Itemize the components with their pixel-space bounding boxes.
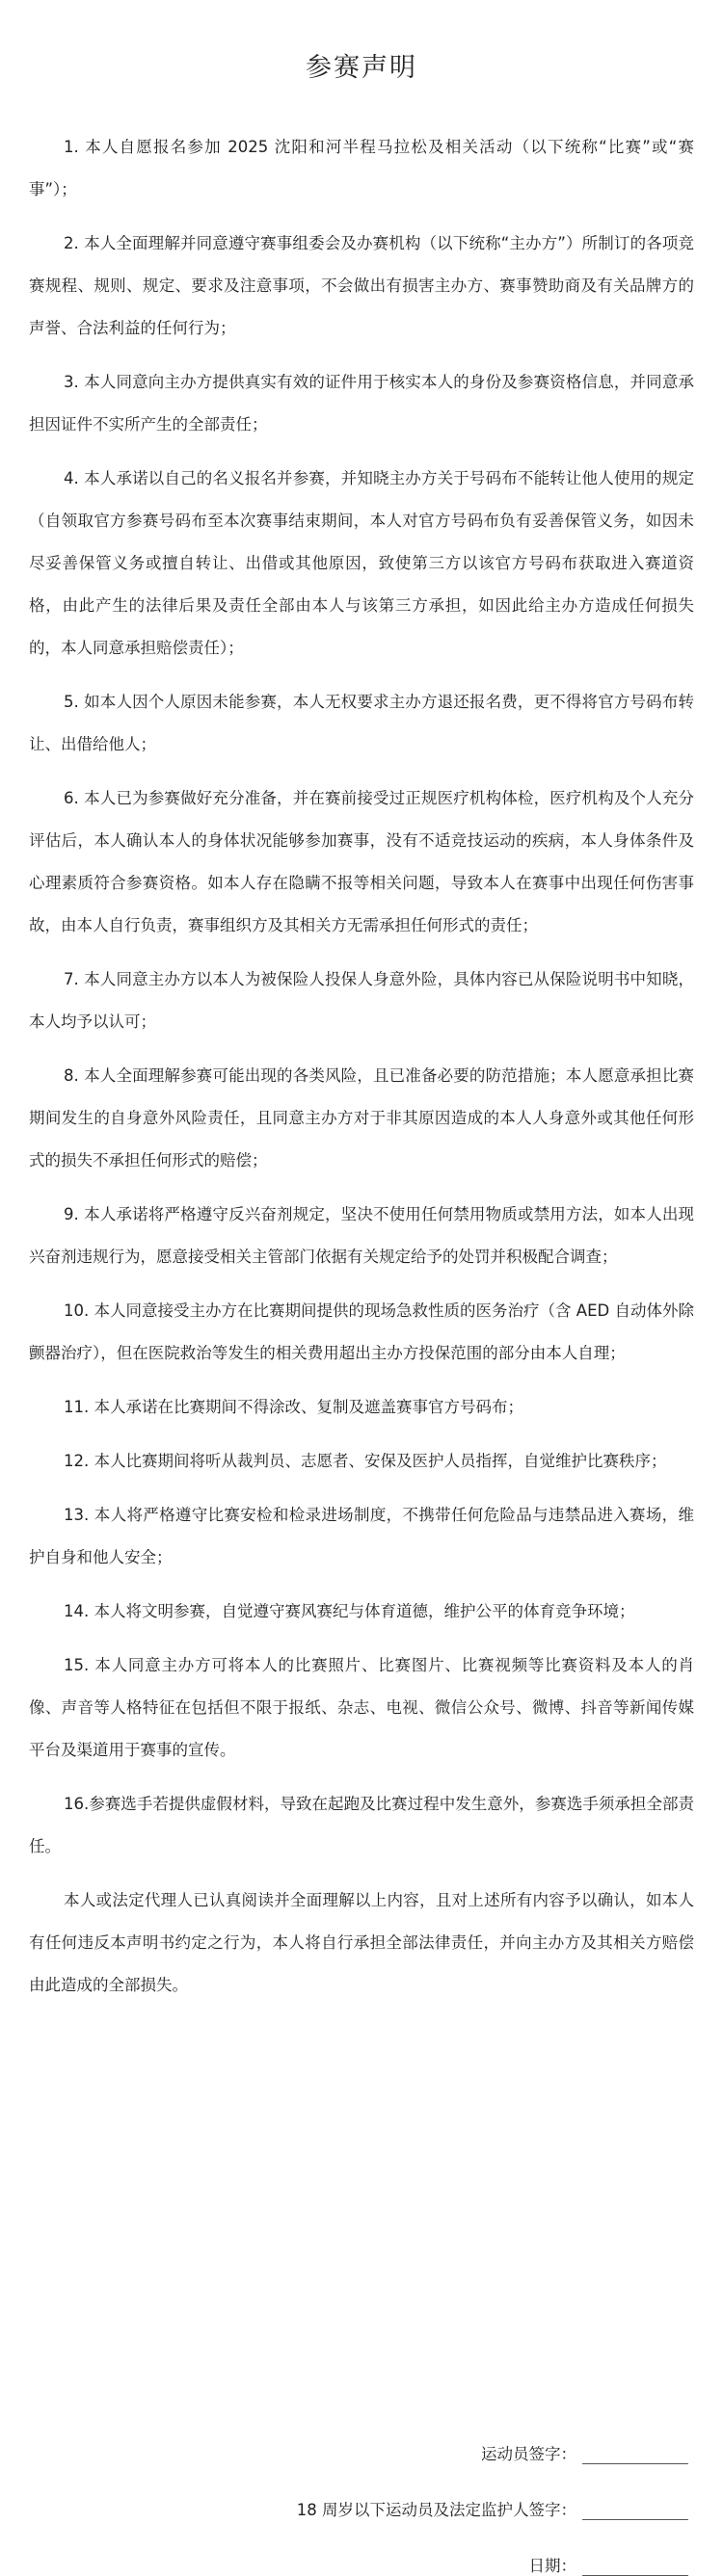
closing-statement: 本人或法定代理人已认真阅读并全面理解以上内容，且对上述所有内容予以确认，如本人有任何违反本声明书约定之行为，本人将自行承担全部法律责任，并向主办方及其相关方赔偿由此造成的全部损失。 (29, 1891, 694, 1994)
clause-10: 10. 本人同意接受主办方在比赛期间提供的现场急救性质的医务治疗（含 AED 自动体外除颤器治疗），但在医院救治等发生的相关费用超出主办方投保范围的部分由本人自理； (29, 1301, 694, 1362)
guardian-signature-row (0, 2464, 688, 2520)
date-field[interactable] (582, 2556, 688, 2576)
athlete-signature-row (0, 2408, 688, 2464)
clause-8: 8. 本人全面理解参赛可能出现的各类风险，且已准备必要的防范措施；本人愿意承担比赛期间发生的自身意外风险责任，且同意主办方对于非其原因造成的本人人身意外或其他任何形式的损失不承担任何形式的赔偿； (29, 1066, 694, 1170)
date-row (0, 2520, 688, 2576)
clause-4: 4. 本人承诺以自己的名义报名并参赛，并知晓主办方关于号码布不能转让他人使用的规定（自领取官方参赛号码布至本次赛事结束期间，本人对官方号码布负有妥善保管义务，如因未尽妥善保管义务或擅自转让、出借或其他原因，致使第三方以该官方号码布获取进入赛道资格，由此产生的法律后果及责任全部由本人与该第三方承担，如因此给主办方造成任何损失的，本人同意承担赔偿责任）； (29, 469, 694, 657)
clause-5: 5. 如本人因个人原因未能参赛，本人无权要求主办方退还报名费，更不得将官方号码布转让、出借给他人； (29, 693, 694, 753)
clause-7: 7. 本人同意主办方以本人为被保险人投保人身意外险，具体内容已从保险说明书中知晓，本人均予以认可； (29, 970, 694, 1031)
clause-16: 16.参赛选手若提供虚假材料，导致在起跑及比赛过程中发生意外，参赛选手须承担全部责任。 (29, 1795, 694, 1855)
clause-9: 9. 本人承诺将严格遵守反兴奋剂规定，坚决不使用任何禁用物质或禁用方法，如本人出现兴奋剂违规行为，愿意接受相关主管部门依据有关规定给予的处罚并积极配合调查； (29, 1205, 694, 1266)
clause-11: 11. 本人承诺在比赛期间不得涂改、复制及遮盖赛事官方号码布； (64, 1398, 523, 1416)
clause-2: 2. 本人全面理解并同意遵守赛事组委会及办赛机构（以下统称“主办方”）所制订的各项竞赛规程、规则、规定、要求及注意事项，不会做出有损害主办方、赛事赞助商及有关品牌方的声誉、合法利益的任何行为； (29, 234, 694, 337)
clause-12: 12. 本人比赛期间将听从裁判员、志愿者、安保及医护人员指挥，自觉维护比赛秩序； (64, 1452, 667, 1470)
clause-13: 13. 本人将严格遵守比赛安检和检录进场制度，不携带任何危险品与违禁品进入赛场，维护自身和他人安全； (29, 1506, 694, 1566)
guardian-signature-label: 18 周岁以下运动员及法定监护人签字： (296, 2501, 576, 2519)
signature-block (0, 2408, 723, 2576)
date-label: 日期： (528, 2557, 576, 2575)
clause-6: 6. 本人已为参赛做好充分准备，并在赛前接受过正规医疗机构体检，医疗机构及个人充分评估后，本人确认本人的身体状况能够参加赛事，没有不适竞技运动的疾病，本人身体条件及心理素质符合参赛资格。如本人存在隐瞒不报等相关问题，导致本人在赛事中出现任何伤害事故，由本人自行负责，赛事组织方及其相关方无需承担任何形式的责任； (29, 789, 694, 934)
clause-1: 1. 本人自愿报名参加 2025 沈阳和河半程马拉松及相关活动（以下统称“比赛”或“赛事”）； (29, 138, 694, 198)
athlete-signature-label: 运动员签字： (481, 2445, 576, 2463)
page-title: 参赛声明 (306, 53, 417, 83)
clause-3: 3. 本人同意向主办方提供真实有效的证件用于核实本人的身份及参赛资格信息，并同意承担因证件不实所产生的全部责任； (29, 373, 694, 434)
athlete-signature-field[interactable] (582, 2444, 688, 2464)
guardian-signature-field[interactable] (582, 2500, 688, 2520)
clause-list (29, 126, 694, 2007)
clause-15: 15. 本人同意主办方可将本人的比赛照片、比赛图片、比赛视频等比赛资料及本人的肖像、声音等人格特征在包括但不限于报纸、杂志、电视、微信公众号、微博、抖音等新闻传媒平台及渠道用于赛事的宣传。 (29, 1656, 694, 1759)
clause-14: 14. 本人将文明参赛，自觉遵守赛风赛纪与体育道德，维护公平的体育竞争环境； (64, 1602, 635, 1620)
